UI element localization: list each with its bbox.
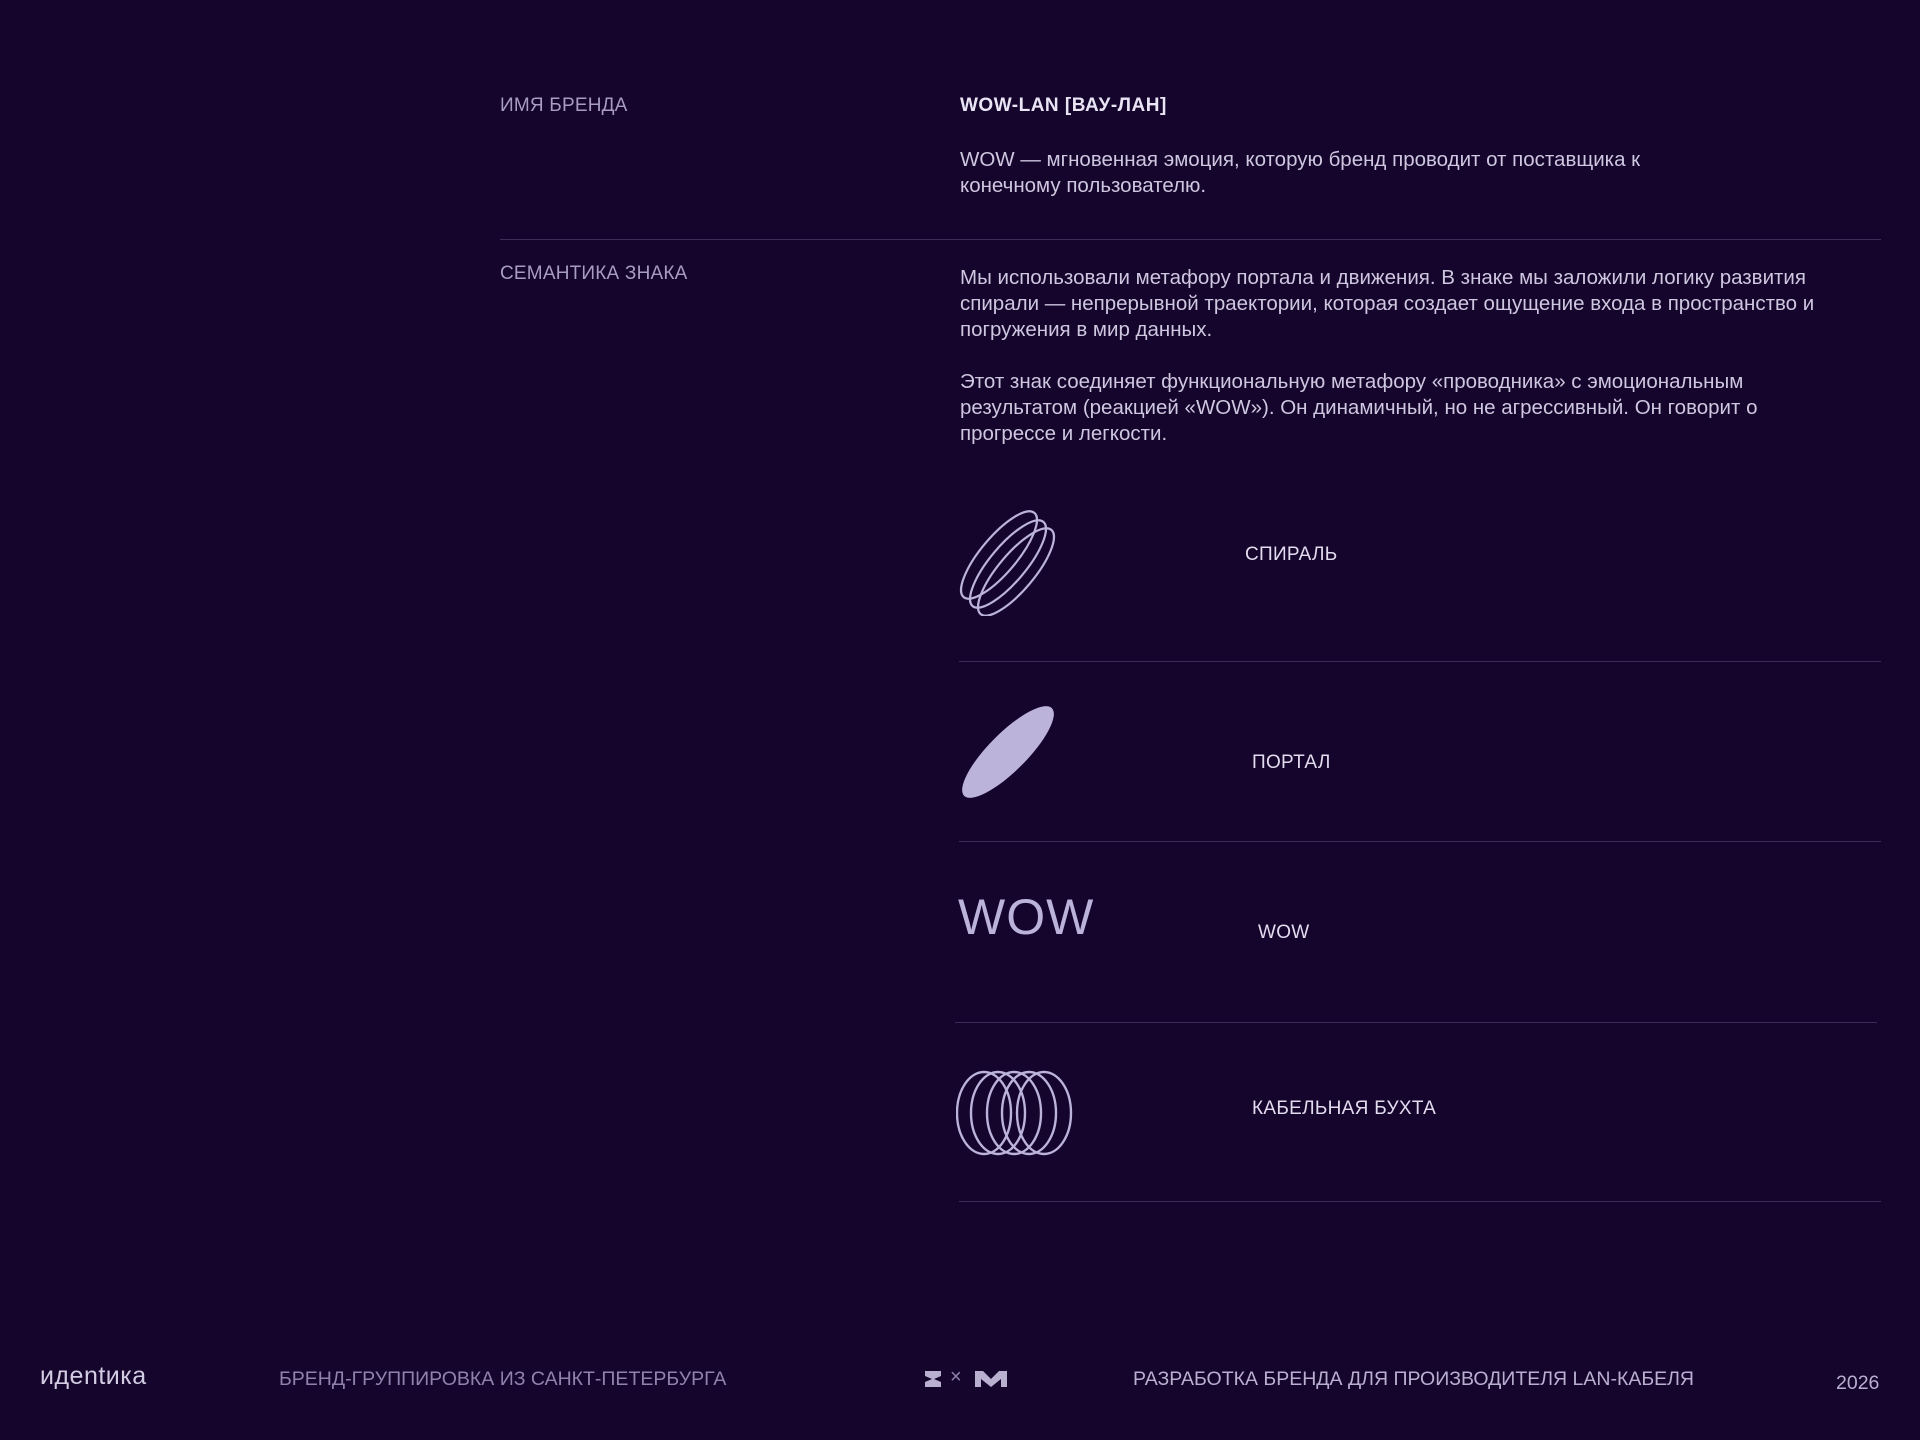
wow-wordmark: WOW: [958, 889, 1095, 945]
semantics-paragraph-2: Этот знак соединяет функциональную метафору «проводника» с эмоциональным результатом (реакцией «WOW»). Он динамичный, но не агрессивный. Он говорит о прогрессе и легкости.: [960, 370, 1758, 445]
section-divider: [500, 239, 1881, 240]
element-name-wow: WOW: [1258, 922, 1310, 943]
semantics-paragraph-1: Мы использовали метафору портала и движения. В знаке мы заложили логику развития спирали — непрерывной траектории, которая создает ощущение входа в пространство и погружения в мир данных.: [960, 266, 1815, 341]
portal-icon: [956, 700, 1060, 804]
spiral-icon: [956, 502, 1070, 616]
element-divider: [959, 841, 1881, 842]
element-name-spiral: СПИРАЛЬ: [1245, 544, 1338, 565]
footer-project: РАЗРАБОТКА БРЕНДА ДЛЯ ПРОИЗВОДИТЕЛЯ LAN-КАБЕЛЯ: [1133, 1368, 1695, 1390]
element-divider: [959, 661, 1881, 662]
brand-name-label: ИМЯ БРЕНДА: [500, 95, 628, 116]
element-name-portal: ПОРТАЛ: [1252, 752, 1331, 773]
brand-name-description: WOW — мгновенная эмоция, которую бренд проводит от поставщика к конечному пользователю.: [960, 148, 1641, 197]
footer-year: 2026: [1836, 1372, 1880, 1394]
client-logo-icon: [974, 1370, 1008, 1388]
element-divider: [955, 1022, 1877, 1023]
element-divider: [959, 1201, 1881, 1202]
semantics-label: СЕМАНТИКА ЗНАКА: [500, 263, 688, 284]
element-name-cable-coil: КАБЕЛЬНАЯ БУХТА: [1252, 1098, 1437, 1119]
brand-name-title: WOW-LAN [ВАУ-ЛАН]: [960, 95, 1167, 116]
cable-coil-icon: [956, 1068, 1074, 1156]
studio-logo-icon: [924, 1370, 942, 1388]
footer-tagline: БРЕНД-ГРУППИРОВКА ИЗ САНКТ-ПЕТЕРБУРГА: [279, 1368, 727, 1390]
footer-logo: идentика: [40, 1362, 147, 1390]
footer-separator: ×: [950, 1366, 962, 1388]
